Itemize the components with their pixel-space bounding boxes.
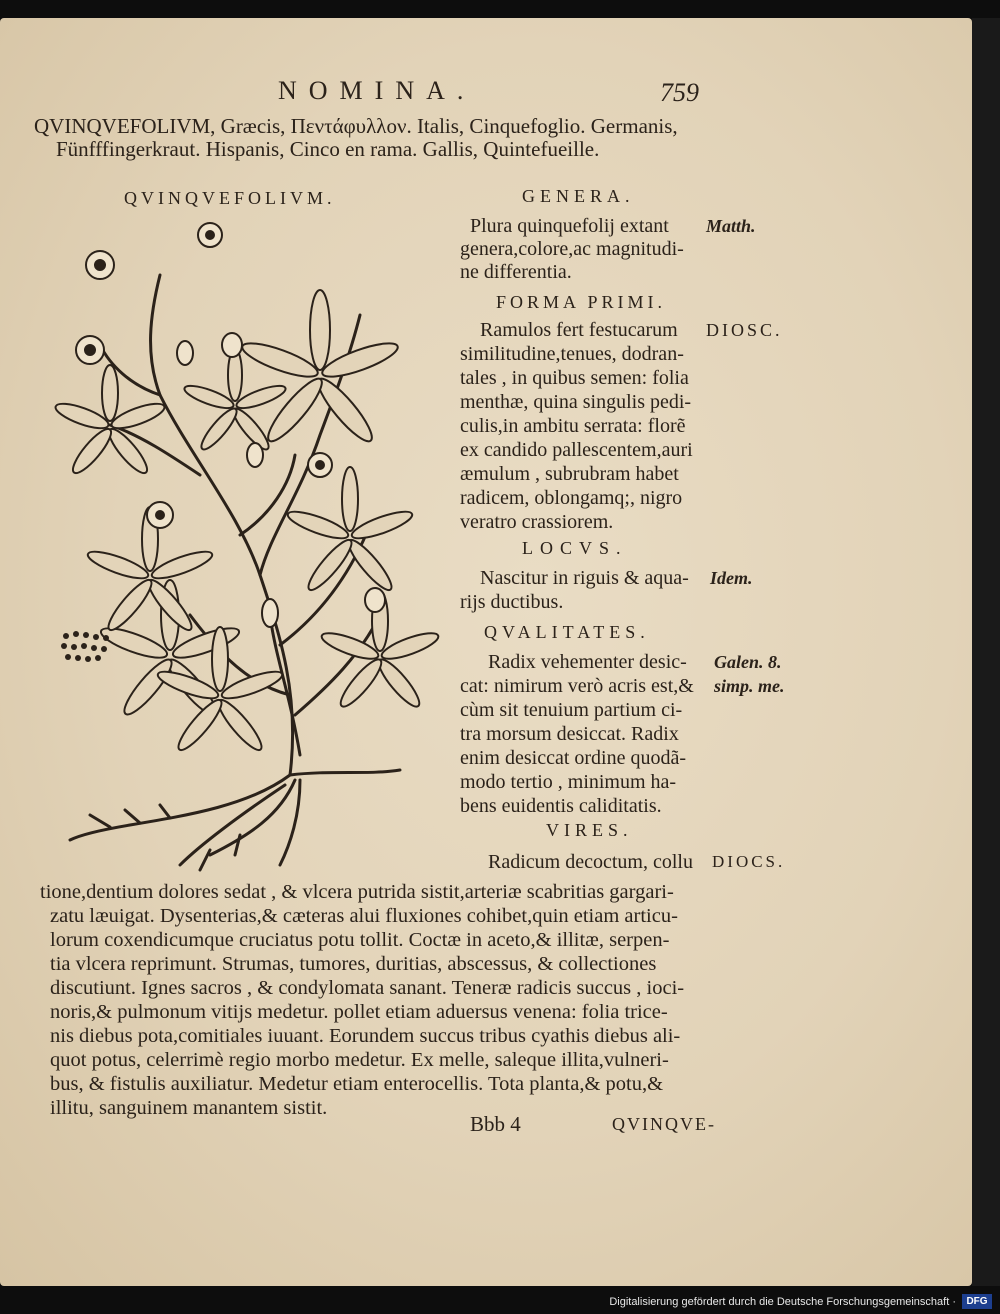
vires-line: discutiunt. Ignes sacros , & condylomata sanant. Teneræ radicis succus , ioci- xyxy=(50,977,685,999)
running-title: NOMINA. xyxy=(278,76,476,105)
genera-line: ne differentia. xyxy=(460,261,572,283)
figure-caption: QVINQVEFOLIVM. xyxy=(124,188,336,208)
qualitates-line: cùm sit tenuium partium ci- xyxy=(460,699,683,721)
qualitates-line: modo tertio , minimum ha- xyxy=(460,771,677,793)
vires-line: noris,& pulmonum vitijs medetur. pollet etiam aduersus venena: folia trice- xyxy=(50,1001,668,1023)
forma-line: tales , in quibus semen: folia xyxy=(460,367,689,389)
locus-line: Nascitur in riguis & aqua- xyxy=(480,567,689,589)
signature-mark: Bbb 4 xyxy=(470,1112,521,1136)
vires-line: bus, & fistulis auxiliatur. Medetur etiam enterocellis. Tota planta,& potu,& xyxy=(50,1073,664,1095)
forma-line: culis,in ambitu serrata: florẽ xyxy=(460,415,686,437)
genera-line: genera,colore,ac magnitudi- xyxy=(460,238,684,260)
forma-line: radicem, oblongamq;, nigro xyxy=(460,487,683,509)
qualitates-line: enim desiccat ordine quodã- xyxy=(460,747,687,769)
qualitates-line: cat: nimirum verò acris est,& xyxy=(460,675,694,697)
section-heading-forma: FORMA PRIMI. xyxy=(496,292,667,312)
forma-line: similitudine,tenues, dodran- xyxy=(460,343,684,365)
qualitates-line: tra morsum desiccat. Radix xyxy=(460,723,679,745)
page-edge xyxy=(972,18,1000,1286)
digitization-credit: Digitalisierung gefördert durch die Deutsche Forschungsgemeinschaft · xyxy=(609,1296,956,1308)
vires-first-line: Radicum decoctum, collu xyxy=(488,851,693,873)
forma-line: Ramulos fert festucarum xyxy=(480,319,678,341)
qualitates-line: Radix vehementer desic- xyxy=(488,651,687,673)
section-heading-genera: GENERA. xyxy=(522,186,635,206)
margin-note-qualitates-1: Galen. 8. xyxy=(714,652,782,672)
forma-line: æmulum , subrubram habet xyxy=(460,463,679,485)
vires-line: illitu, sanguinem manantem sistit. xyxy=(50,1097,328,1119)
section-heading-qualitates: QVALITATES. xyxy=(484,622,650,642)
margin-note-forma: DIOSC. xyxy=(706,320,783,340)
genera-line: Plura quinquefolij extant xyxy=(470,215,669,237)
page-number: 759 xyxy=(660,78,699,107)
forma-line: menthæ, quina singulis pedi- xyxy=(460,391,692,413)
catchword: QVINQVE- xyxy=(612,1114,716,1134)
margin-note-qualitates-2: simp. me. xyxy=(714,676,785,696)
dfg-logo: DFG xyxy=(962,1294,992,1309)
section-heading-locus: LOCVS. xyxy=(522,538,628,558)
forma-line: veratro crassiorem. xyxy=(460,511,614,533)
seeds-illustration xyxy=(58,626,118,671)
margin-note-locus: Idem. xyxy=(710,568,753,588)
intro-line-1: QVINQVEFOLIVM, Græcis, Πεντάφυλλον. Italis, Cinquefoglio. Germanis, xyxy=(34,114,678,138)
vires-line: quot potus, celerrimè regio morbo medetur. Ex melle, saleque illita,vulneri- xyxy=(50,1049,669,1071)
margin-note-genera: Matth. xyxy=(706,216,756,236)
vires-line: tia vlcera reprimunt. Strumas, tumores, duritias, abscessus, & collectiones xyxy=(50,953,657,975)
forma-line: ex candido pallescentem,auri xyxy=(460,439,693,461)
section-heading-vires: VIRES. xyxy=(546,820,633,840)
vires-line: nis diebus pota,comitiales iuuant. Eorundem succus tribus cyathis diebus ali- xyxy=(50,1025,681,1047)
margin-note-vires: DIOCS. xyxy=(712,852,786,871)
qualitates-line: bens euidentis caliditatis. xyxy=(460,795,662,817)
plant-woodcut-illustration xyxy=(50,215,450,895)
vires-line: lorum coxendicumque cruciatus potu tollit. Coctæ in aceto,& illitæ, serpen- xyxy=(50,929,670,951)
vires-line: zatu læuigat. Dysenterias,& cæteras alui fluxiones cohibet,quin etiam articu- xyxy=(50,905,678,927)
vires-line: tione,dentium dolores sedat , & vlcera putrida sistit,arteriæ scabritias gargari- xyxy=(40,881,674,903)
intro-line-2: Fünfffingerkraut. Hispanis, Cinco en rama. Gallis, Quintefueille. xyxy=(56,137,600,161)
locus-line: rijs ductibus. xyxy=(460,591,564,613)
